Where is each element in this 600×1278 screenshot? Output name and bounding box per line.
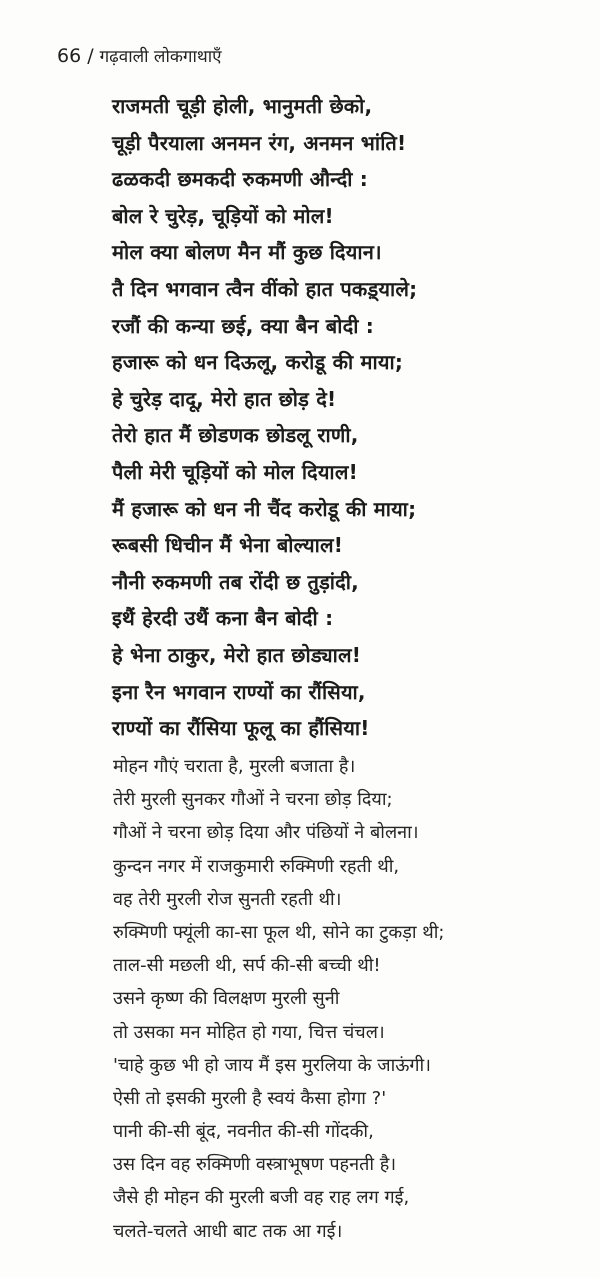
hindi-translation — [113, 750, 583, 1248]
translation-line: तो उसका मन मोहित हो गया, चित्त चंचल। — [113, 1021, 385, 1043]
verse-line: हजारू को धन दिऊलू, करोडू की माया; — [112, 350, 404, 375]
header-separator: / — [87, 45, 94, 67]
translation-line: उस दिन वह रुक्मिणी वस्त्राभूषण पहनती है। — [113, 1154, 397, 1176]
verse-line: राण्यों का रौंसिया फूलू का हौंसिया! — [112, 716, 370, 741]
book-title: गढ़वाली लोकगाथाएँ — [99, 47, 222, 67]
verse-line: इथैं हेरदी उथैं कना बैन बोदी : — [112, 606, 334, 631]
translation-line: जैसे ही मोहन की मुरली बजी वह राह लग गई, — [113, 1187, 410, 1209]
verse-line: राजमती चूड़ी होली, भानुमती छेको, — [112, 94, 373, 118]
translation-line: कुन्दन नगर में राजकुमारी रुक्मिणी रहती थी, — [113, 855, 400, 877]
verse-line: चूड़ी पैरयाला अनमन रंग, अनमन भांति! — [112, 130, 407, 155]
translation-line: ऐसी तो इसकी मुरली है स्वयं कैसा होगा ?' — [113, 1087, 387, 1109]
verse-line: बोल रे चुरेड़, चूड़ियों को मोल! — [112, 203, 334, 228]
verse-line: तै दिन भगवान त्वैन वींको हात पकड़्याले; — [112, 276, 418, 301]
verse-line: पैली मेरी चूड़ियों को मोल दियाल! — [112, 459, 358, 484]
translation-line: मोहन गौएं चराता है, मुरली बजाता है। — [113, 756, 356, 777]
verse-line: इना रैन भगवान राण्यों का रौंसिया, — [112, 679, 366, 704]
page-number: 66 — [57, 45, 82, 67]
verse-line: हे भेना ठाकुर, मेरो हात छोड्याल! — [112, 642, 362, 667]
translation-line: 'चाहे कुछ भी हो जाय मैं इस मुरलिया के जाऊंगी। — [113, 1054, 431, 1076]
garhwali-verse — [112, 88, 582, 747]
translation-line: ताल-सी मछली थी, सर्प की-सी बच्ची थी! — [113, 955, 381, 977]
translation-line: वह तेरी मुरली रोज सुनती रहती थी। — [113, 888, 342, 910]
verse-line: मोल क्या बोलण मैन मौं कुछ दियान। — [112, 240, 382, 265]
page-header — [57, 44, 222, 67]
verse-line: तेरो हात मैं छोडणक छोडलू राणी, — [112, 423, 359, 448]
verse-line: मैं हजारू को धन नी चैंद करोडू की माया; — [112, 496, 417, 521]
verse-line: रजौं की कन्या छई, क्या बैन बोदी : — [112, 313, 374, 338]
verse-line: ढळकदी छमकदी रुकमणी औन्दी : — [112, 167, 368, 192]
translation-line: तेरी मुरली सुनकर गौओं ने चरना छोड़ दिया; — [113, 789, 393, 811]
translation-line: पानी की-सी बूंद, नवनीत की-सी गोंदकी, — [113, 1121, 374, 1143]
translation-line: गौओं ने चरना छोड़ दिया और पंछियों ने बोलना। — [113, 822, 419, 844]
translation-line: चलते-चलते आधी बाट तक आ गई। — [113, 1220, 343, 1242]
verse-line: नौनी रुकमणी तब रोंदी छ तुड़ांदी, — [112, 569, 359, 594]
verse-line: हे चुरेड़ दादू, मेरो हात छोड़ दे! — [112, 386, 337, 411]
translation-line: उसने कृष्ण की विलक्षण मुरली सुनी — [113, 988, 340, 1010]
translation-line: रुक्मिणी फ्यूंली का-सा फूल थी, सोने का टुकड़ा थी; — [113, 921, 445, 943]
verse-line: रूबसी धिचीन मैं भेना बोल्याल! — [112, 533, 344, 558]
